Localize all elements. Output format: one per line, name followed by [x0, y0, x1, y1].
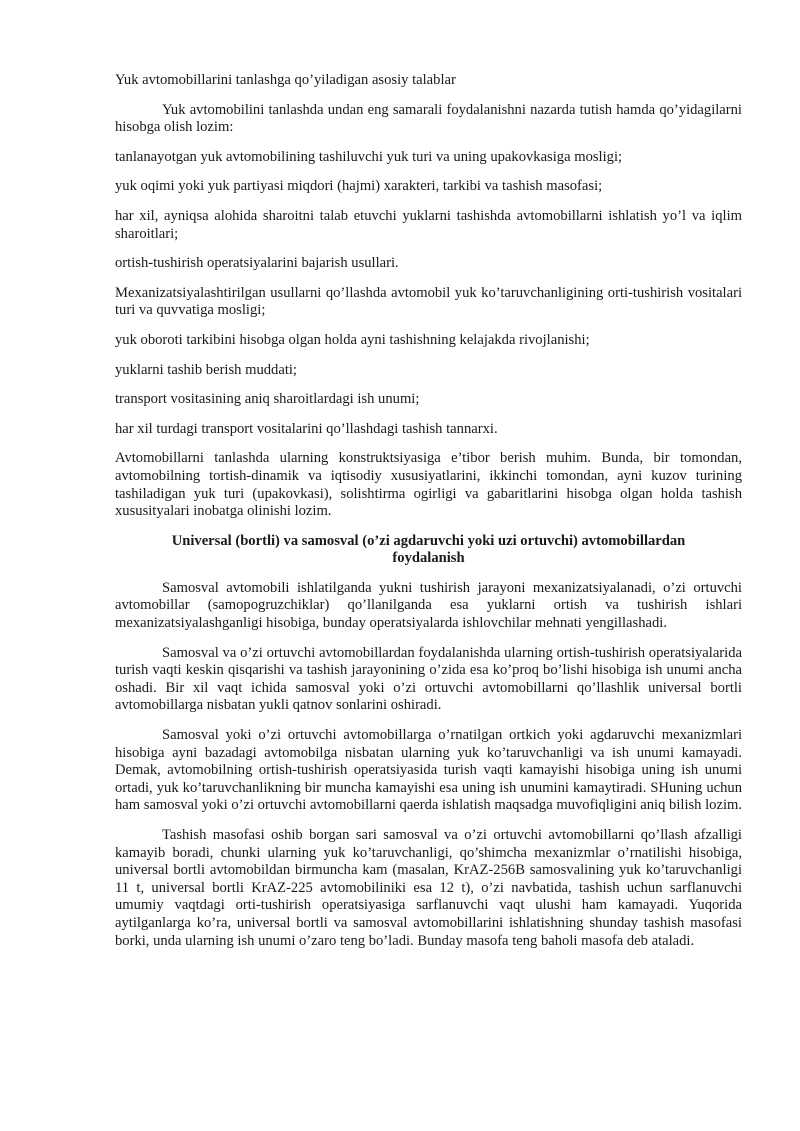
requirement-item: har xil turdagi transport vositalarini qo’llashdagi tashish tannarxi.	[115, 420, 498, 437]
requirement-item: yuk oboroti tarkibini hisobga olgan holda ayni tashishning kelajakda rivojlanishi;	[115, 331, 590, 348]
body-paragraph: Samosval va o’zi ortuvchi avtomobillardan foydalanishda ularning ortish-tushirish operatsiyalarida turish vaqti keskin qisqarishi va tashish jarayonining o’zida esa ko’proq bo’lishi hisobiga ish unumi ancha oshadi. Bir xil vaqt ichida samosval yoki o’zi ortuvchi avtomobillarni qo’llashlik universal bortli avtomobillarga nisbatan yukli qatnov sonlarini oshiradi.	[115, 644, 742, 714]
body-paragraph: Samosval yoki o’zi ortuvchi avtomobillarga o’rnatilgan ortkich yoki agdaruvchi mexanizmlari hisobiga ayni bazadagi avtomobilga nisbatan ularning yuk ko’taruvchanligi va ish unumi kamayadi. Demak, avtomobilning ortish-tushirish operatsiyasida turish vaqti kamayishi hisobiga uning ish unumi ortadi, yuk ko’taruvchanlikning bir muncha kamayishi esa uning ish unumini kamaytiradi. SHuning uchun ham samosval yoki o’zi ortuvchi avtomobillarni qaerda ishlatish maqsadga muvofiqligini aniq bilish lozim.	[115, 727, 743, 814]
document-title: Yuk avtomobillarini tanlashga qo’yiladigan asosiy talablar	[115, 72, 456, 88]
document-page	[115, 72, 742, 962]
body-paragraph: Tashish masofasi oshib borgan sari samosval va o’zi ortuvchi avtomobillarni qo’llash afzalligi kamayib boradi, chunki ularning yuk ko’taruvchanligi, qo’shimcha mexanizmlar o’rnatilishi hisobiga, universal bortli avtomobildan birmuncha kam (masalan, KrAZ-256B samosvalining yuk ko’taruvchanligi 11 t, universal bortli KrAZ-225 avtomobiliniki esa 12 t), o’zi navbatida, tashish uchun sarflanuvchi umumiy vaqtdagi orti-tushirish operatsiyasiga sarflanuvchi vaqt ulushi ham kamayadi. Yuqorida aytilganlarga ko’ra, universal bortli va samosval avtomobillarini ishlatishning shunday tashish masofasi borki, unda ularning ish unumi o’zaro teng bo’ladi. Bunday masofa teng baholi masofa deb ataladi.	[115, 827, 742, 949]
requirement-item: yuklarni tashib berish muddati;	[115, 361, 297, 378]
intro-paragraph: Yuk avtomobilini tanlashda undan eng samarali foydalanishni nazarda tutish hamda qo’yidagilarni hisobga olish lozim:	[115, 101, 742, 136]
requirement-item: transport vositasining aniq sharoitlardagi ish unumi;	[115, 391, 420, 408]
section-heading: Universal (bortli) va samosval (o’zi agdaruvchi yoki uzi ortuvchi) avtomobillardan foydalanish	[171, 532, 686, 567]
requirement-item: tanlanayotgan yuk avtomobilining tashiluvchi yuk turi va uning upakovkasiga mosligi;	[115, 148, 623, 165]
requirement-item: Mexanizatsiyalashtirilgan usullarni qo’llashda avtomobil yuk ko’taruvchanligining orti-tushirish vositalari turi va quvvatiga mosligi;	[115, 284, 742, 319]
requirement-item: ortish-tushirish operatsiyalarini bajarish usullari.	[115, 255, 399, 272]
construct-paragraph: Avtomobillarni tanlashda ularning konstruktsiyasiga e’tibor berish muhim. Bunda, bir tomondan, avtomobilning tortish-dinamik va iqtisodiy xususiyatlarini, ikkinchi tomondan, ayni kuzov turining tashiladigan yuk turi (upakovkasi), solishtirma ogirligi va gabaritlarini hisobga olgan holda tashish xususityalari inobatga olinishi lozim.	[115, 450, 742, 520]
body-paragraph: Samosval avtomobili ishlatilganda yukni tushirish jarayoni mexanizatsiyalanadi, o’zi ortuvchi avtomobillar (samopogruzchiklar) qo’llanilganda esa yuklarni ortish va tushirish ishlari mexanizatsiyalashganligi hisobiga, bunday operatsiyalarda ishlovchilar mehnati yengillashadi.	[115, 579, 742, 632]
requirement-item: yuk oqimi yoki yuk partiyasi miqdori (hajmi) xarakteri, tarkibi va tashish masofasi;	[115, 178, 603, 195]
requirement-item: har xil, ayniqsa alohida sharoitni talab etuvchi yuklarni tashishda avtomobillarni ishlatish yo’l va iqlim sharoitlari;	[115, 207, 742, 242]
